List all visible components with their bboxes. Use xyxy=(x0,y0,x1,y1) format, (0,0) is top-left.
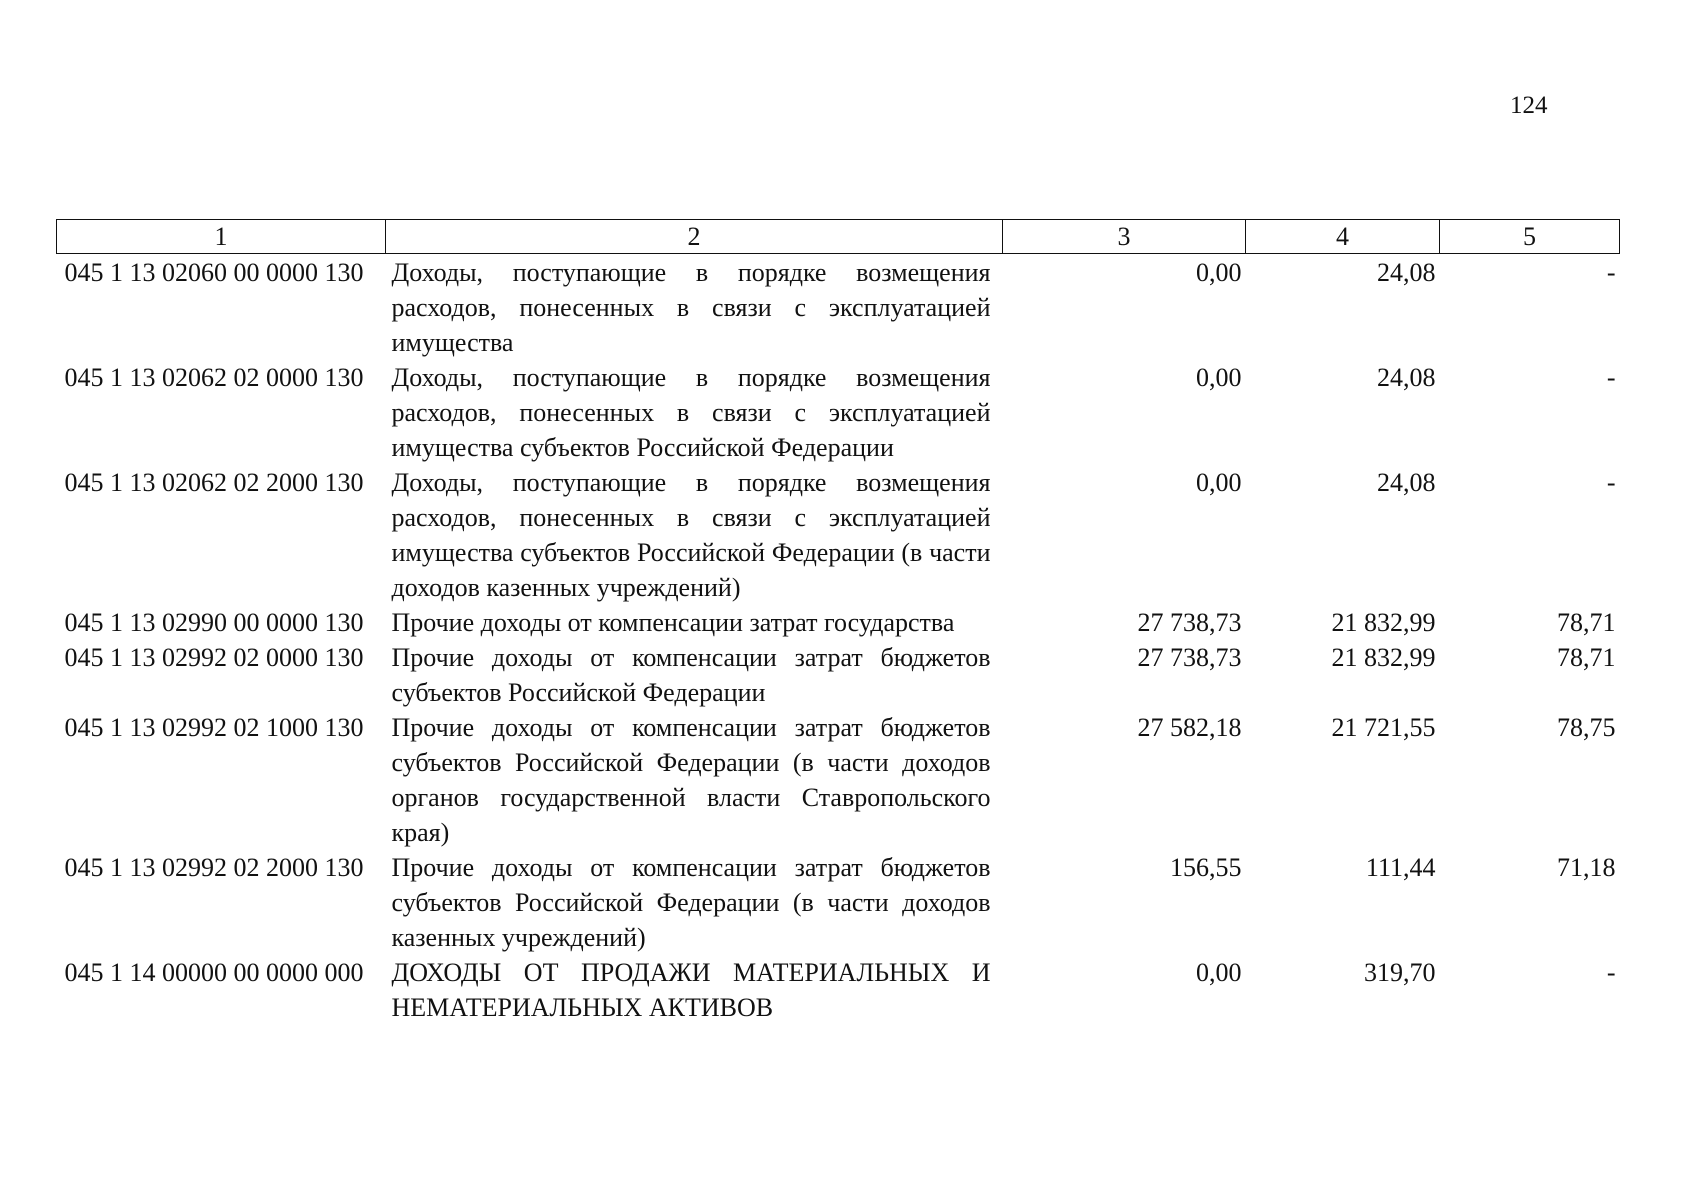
row-col4: 111,44 xyxy=(1365,853,1436,882)
table-row xyxy=(57,850,1620,955)
row-code: 045 1 13 02062 02 2000 130 xyxy=(64,468,364,497)
row-col5: - xyxy=(1606,468,1616,497)
row-code: 045 1 13 02060 00 0000 130 xyxy=(64,258,364,287)
row-code: 045 1 13 02062 02 0000 130 xyxy=(64,363,364,392)
row-name: Прочие доходы от компенсации затрат бюджетов субъектов Российской Федерации (в части доходов казенных учреждений) xyxy=(391,853,991,952)
row-col4: 24,08 xyxy=(1377,258,1436,287)
row-col3: 27 738,73 xyxy=(1137,643,1242,672)
row-col3: 0,00 xyxy=(1196,363,1242,392)
header-col-4: 4 xyxy=(1246,220,1440,254)
row-col5: - xyxy=(1606,958,1616,987)
row-col5: 78,71 xyxy=(1557,643,1616,672)
row-col4: 319,70 xyxy=(1364,958,1436,987)
header-row xyxy=(57,220,1620,254)
row-col3: 0,00 xyxy=(1196,958,1242,987)
row-col4: 21 832,99 xyxy=(1331,643,1436,672)
row-col3: 156,55 xyxy=(1170,853,1242,882)
row-code: 045 1 14 00000 00 0000 000 xyxy=(64,958,364,987)
header-col-1: 1 xyxy=(57,220,386,254)
row-name: Прочие доходы от компенсации затрат бюджетов субъектов Российской Федерации xyxy=(391,643,991,707)
row-col4: 21 832,99 xyxy=(1331,608,1436,637)
header-col-3: 3 xyxy=(1003,220,1246,254)
row-name: ДОХОДЫ ОТ ПРОДАЖИ МАТЕРИАЛЬНЫХ И НЕМАТЕРИАЛЬНЫХ АКТИВОВ xyxy=(391,958,991,1022)
row-name: Прочие доходы от компенсации затрат государства xyxy=(391,608,955,637)
table-body xyxy=(57,254,1620,1026)
row-col5: 78,71 xyxy=(1557,608,1616,637)
row-col3: 27 738,73 xyxy=(1137,608,1242,637)
row-col4: 24,08 xyxy=(1377,468,1436,497)
table-row xyxy=(57,360,1620,465)
row-name: Доходы, поступающие в порядке возмещения расходов, понесенных в связи с эксплуатацией имущества xyxy=(391,258,991,357)
table-row xyxy=(57,465,1620,605)
table-row xyxy=(57,254,1620,361)
row-col4: 21 721,55 xyxy=(1331,713,1436,742)
table-row xyxy=(57,710,1620,850)
table-row xyxy=(57,955,1620,1025)
row-col4: 24,08 xyxy=(1377,363,1436,392)
row-col3: 27 582,18 xyxy=(1137,713,1242,742)
header-col-2: 2 xyxy=(386,220,1003,254)
header-col-5: 5 xyxy=(1440,220,1620,254)
row-code: 045 1 13 02992 02 0000 130 xyxy=(64,643,364,672)
row-code: 045 1 13 02990 00 0000 130 xyxy=(64,608,364,637)
row-name: Доходы, поступающие в порядке возмещения расходов, понесенных в связи с эксплуатацией имущества субъектов Российской Федерации xyxy=(391,363,991,462)
row-col3: 0,00 xyxy=(1196,468,1242,497)
row-col5: - xyxy=(1606,258,1616,287)
page-number: 124 xyxy=(1510,92,1548,119)
table-row xyxy=(57,605,1620,640)
row-col5: 78,75 xyxy=(1557,713,1616,742)
row-name: Прочие доходы от компенсации затрат бюджетов субъектов Российской Федерации (в части доходов органов государственной власти Ставропольского края) xyxy=(391,713,991,847)
row-code: 045 1 13 02992 02 2000 130 xyxy=(64,853,364,882)
table-header xyxy=(57,220,1620,254)
row-col3: 0,00 xyxy=(1196,258,1242,287)
row-name: Доходы, поступающие в порядке возмещения расходов, понесенных в связи с эксплуатацией имущества субъектов Российской Федерации (в части доходов казенных учреждений) xyxy=(391,468,991,602)
row-col5: - xyxy=(1606,363,1616,392)
table-row xyxy=(57,640,1620,710)
row-code: 045 1 13 02992 02 1000 130 xyxy=(64,713,364,742)
row-col5: 71,18 xyxy=(1557,853,1616,882)
revenue-table xyxy=(56,219,1620,1025)
